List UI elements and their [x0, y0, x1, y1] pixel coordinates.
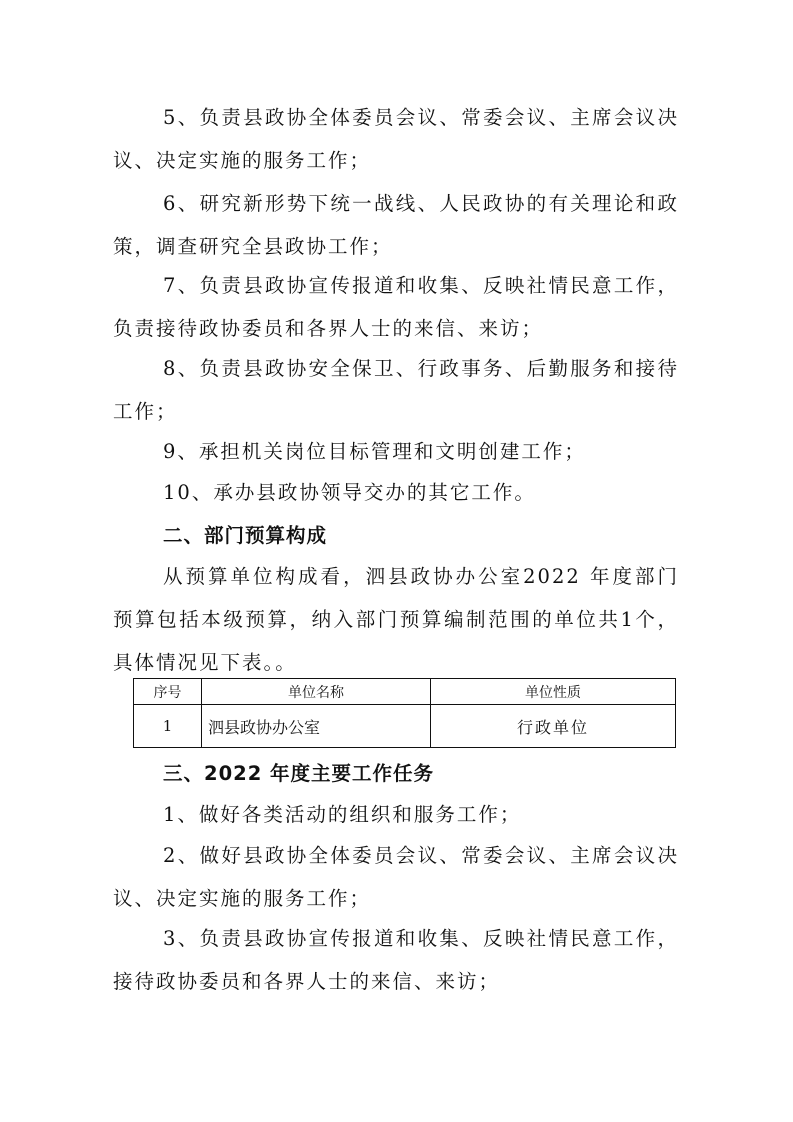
- cell-index: 1: [134, 705, 202, 748]
- task-item-1: 1、做好各类活动的组织和服务工作；: [163, 803, 522, 826]
- header-unit-name: 单位名称: [202, 679, 431, 705]
- duty-item-9: 9、承担机关岗位目标管理和文明创建工作；: [163, 440, 586, 463]
- task-item-2: 2、做好县政协全体委员会议、常委会议、主席会议决议、决定实施的服务工作；: [113, 844, 679, 910]
- table-row: [134, 705, 676, 748]
- section-heading-budget-structure: 二、部门预算构成: [163, 524, 328, 547]
- duty-item-6: 6、研究新形势下统一战线、人民政协的有关理论和政策，调查研究全县政协工作；: [113, 192, 679, 258]
- duty-item-5: 5、负责县政协全体委员会议、常委会议、主席会议决议、决定实施的服务工作；: [113, 106, 679, 172]
- cell-unit-type: 行政单位: [431, 705, 676, 748]
- duty-item-8: 8、负责县政协安全保卫、行政事务、后勤服务和接待工作；: [113, 357, 679, 423]
- table-header-row: [134, 679, 676, 705]
- section-heading-main-tasks: 三、2022 年度主要工作任务: [163, 762, 435, 785]
- duty-item-10: 10、承办县政协领导交办的其它工作。: [163, 481, 536, 504]
- header-unit-type: 单位性质: [431, 679, 676, 705]
- header-index: 序号: [134, 679, 202, 705]
- unit-table: [133, 678, 676, 748]
- budget-structure-text: 从预算单位构成看，泗县政协办公室2022 年度部门预算包括本级预算，纳入部门预算编制范围的单位共1个，具体情况见下表。。: [113, 565, 679, 674]
- cell-unit-name: 泗县政协办公室: [202, 705, 431, 748]
- duty-item-7: 7、负责县政协宣传报道和收集、反映社情民意工作，负责接待政协委员和各界人士的来信、来访；: [113, 274, 679, 340]
- task-item-3: 3、负责县政协宣传报道和收集、反映社情民意工作，接待政协委员和各界人士的来信、来访；: [113, 927, 679, 993]
